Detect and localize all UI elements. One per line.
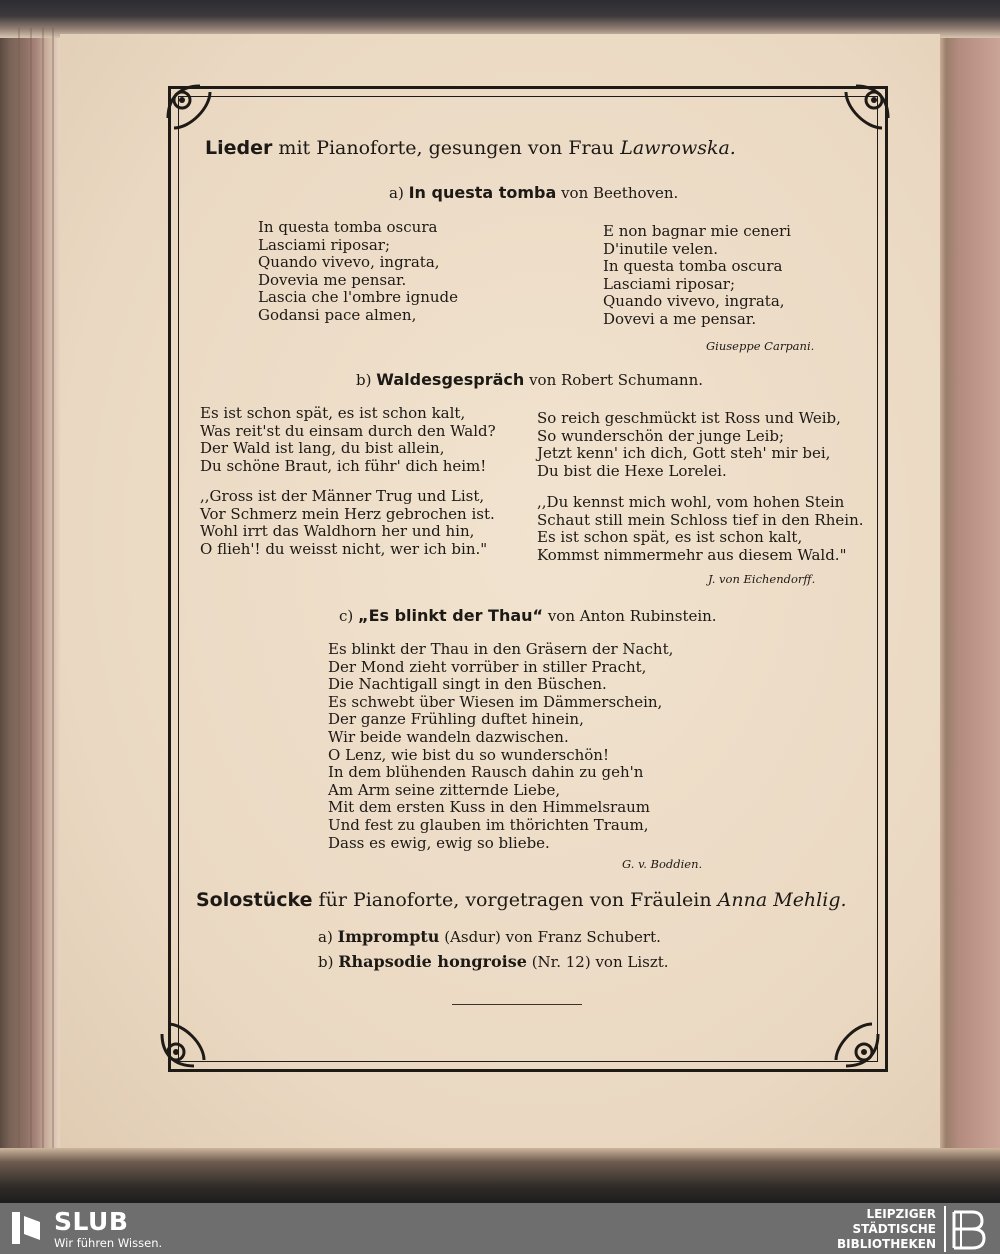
solo-performer: Anna Mehlig.: [717, 889, 847, 911]
page-edge: [52, 28, 54, 1148]
page-edge: [18, 28, 20, 1148]
closing-rule: [452, 1004, 582, 1005]
verse-line: Quando vivevo, ingrata,: [258, 253, 440, 272]
verse-line: Es schwebt über Wiesen im Dämmerschein,: [328, 692, 663, 711]
verse-line: Der Wald ist lang, du bist allein,: [200, 439, 445, 458]
page-edge: [42, 28, 44, 1148]
song-b-left-stanza-2: [200, 488, 495, 558]
solo-item-a-title: Impromptu: [337, 927, 440, 946]
book-cover-top: [0, 0, 1000, 38]
song-a-heading: [389, 183, 678, 202]
corner-ornament-top-left-icon: [160, 78, 224, 142]
song-a-composer: von Beethoven.: [561, 184, 679, 202]
song-a-left-stanza: [258, 219, 458, 325]
library-name-line: BIBLIOTHEKEN: [836, 1237, 936, 1251]
verse-line: In dem blühenden Rausch dahin zu geh'n: [328, 763, 644, 782]
slub-logo-icon: [12, 1212, 42, 1244]
verse-line: Lascia che l'ombre ignude: [258, 288, 459, 307]
verse-line: O flieh'! du weisst nicht, wer ich bin.": [200, 539, 488, 558]
solo-heading-bold: Solostücke: [196, 889, 313, 911]
verse-line: Wohl irrt das Waldhorn her und hin,: [200, 522, 475, 541]
library-name-line: LEIPZIGER: [866, 1207, 936, 1221]
lieder-heading: [205, 137, 736, 159]
solo-item-a: [318, 927, 661, 946]
verse-line: Mit dem ersten Kuss in den Himmelsraum: [328, 798, 651, 817]
verse-line: Dass es ewig, ewig so bliebe.: [328, 833, 550, 852]
verse-line: In questa tomba oscura: [603, 257, 783, 276]
song-a-author: Giuseppe Carpani.: [706, 339, 815, 353]
verse-line: Vor Schmerz mein Herz gebrochen ist.: [200, 504, 495, 523]
corner-ornament-bottom-right-icon: [822, 1010, 886, 1074]
song-b-left-stanza-1: [200, 405, 496, 475]
solo-heading: [196, 889, 847, 911]
song-b-composer: von Robert Schumann.: [529, 371, 704, 389]
solo-item-b-marker: b): [318, 953, 334, 971]
slub-tagline: Wir führen Wissen.: [54, 1236, 163, 1250]
song-c-author: G. v. Boddien.: [622, 857, 703, 871]
corner-ornament-top-right-icon: [832, 78, 896, 142]
song-b-right-stanza-1: [537, 410, 841, 480]
footer-bar: [0, 1203, 1000, 1254]
verse-line: Jetzt kenn' ich dich, Gott steh' mir bei,: [537, 444, 831, 463]
slub-name: SLUB: [54, 1207, 129, 1236]
song-c-title: „Es blinkt der Thau“: [358, 606, 544, 625]
song-b-title: Waldesgespräch: [376, 370, 525, 389]
solo-item-b-detail: (Nr. 12) von Liszt.: [531, 953, 669, 971]
verse-line: Schaut still mein Schloss tief in den Rhein.: [537, 510, 864, 529]
verse-line: ,,Du kennst mich wohl, vom hohen Stein: [537, 493, 845, 511]
verse-line: Es ist schon spät, es ist schon kalt,: [537, 528, 803, 547]
verse-line: Was reit'st du einsam durch den Wald?: [200, 421, 496, 440]
verse-line: Lasciami riposar;: [258, 235, 390, 254]
verse-line: Dovevia me pensar.: [258, 270, 407, 289]
verse-line: Wir beide wandeln dazwischen.: [328, 727, 569, 746]
verse-line: So reich geschmückt ist Ross und Weib,: [537, 409, 841, 427]
verse-line: So wunderschön der junge Leib;: [537, 426, 785, 445]
song-c-heading: [339, 606, 717, 625]
song-a-marker: a): [389, 184, 404, 202]
verse-line: Du schöne Braut, ich führ' dich heim!: [200, 456, 487, 475]
book-bottom-shadow: [0, 1148, 1000, 1203]
verse-line: Es ist schon spät, es ist schon kalt,: [200, 404, 466, 422]
library-logo-icon: [944, 1206, 990, 1252]
verse-line: Kommst nimmermehr aus diesem Wald.": [537, 545, 847, 564]
lieder-heading-text: mit Pianoforte, gesungen von Frau: [278, 137, 615, 159]
solo-item-b-title: Rhapsodie hongroise: [338, 952, 527, 971]
lieder-heading-bold: Lieder: [205, 137, 273, 159]
song-b-right-stanza-2: [537, 494, 864, 564]
corner-ornament-bottom-left-icon: [154, 1010, 218, 1074]
verse-line: Am Arm seine zitternde Liebe,: [328, 780, 561, 799]
song-b-author: J. von Eichendorff.: [708, 572, 816, 586]
solo-item-a-detail: (Asdur) von Franz Schubert.: [444, 928, 661, 946]
verse-line: Lasciami riposar;: [603, 274, 735, 293]
solo-item-a-marker: a): [318, 928, 333, 946]
song-b-heading: [356, 370, 703, 389]
song-b-marker: b): [356, 371, 372, 389]
verse-line: Die Nachtigall singt in den Büschen.: [328, 675, 607, 694]
song-c-stanza: [328, 641, 673, 852]
song-c-marker: c): [339, 607, 354, 625]
song-a-right-stanza: [603, 223, 791, 329]
song-a-title: In questa tomba: [408, 183, 557, 202]
verse-line: Du bist die Hexe Lorelei.: [537, 461, 727, 480]
page-edge: [30, 28, 32, 1148]
library-name-line: STÄDTISCHE: [852, 1222, 936, 1236]
verse-line: In questa tomba oscura: [258, 218, 438, 236]
verse-line: Godansi pace almen,: [258, 305, 417, 324]
verse-line: Und fest zu glauben im thörichten Traum,: [328, 815, 649, 834]
verse-line: O Lenz, wie bist du so wunderschön!: [328, 745, 609, 764]
lieder-singer: Lawrowska.: [620, 137, 736, 159]
song-c-composer: von Anton Rubinstein.: [547, 607, 717, 625]
verse-line: Der Mond zieht vorrüber in stiller Pracht,: [328, 657, 647, 676]
verse-line: Der ganze Frühling duftet hinein,: [328, 710, 584, 729]
solo-heading-text: für Pianoforte, vorgetragen von Fräulein: [318, 889, 712, 911]
verse-line: D'inutile velen.: [603, 239, 718, 258]
solo-item-b: [318, 952, 669, 971]
verse-line: ,,Gross ist der Männer Trug und List,: [200, 487, 485, 505]
verse-line: Es blinkt der Thau in den Gräsern der Nacht,: [328, 640, 674, 658]
library-name: [776, 1207, 936, 1252]
verse-line: Quando vivevo, ingrata,: [603, 292, 785, 311]
verse-line: E non bagnar mie ceneri: [603, 222, 791, 240]
verse-line: Dovevi a me pensar.: [603, 309, 757, 328]
